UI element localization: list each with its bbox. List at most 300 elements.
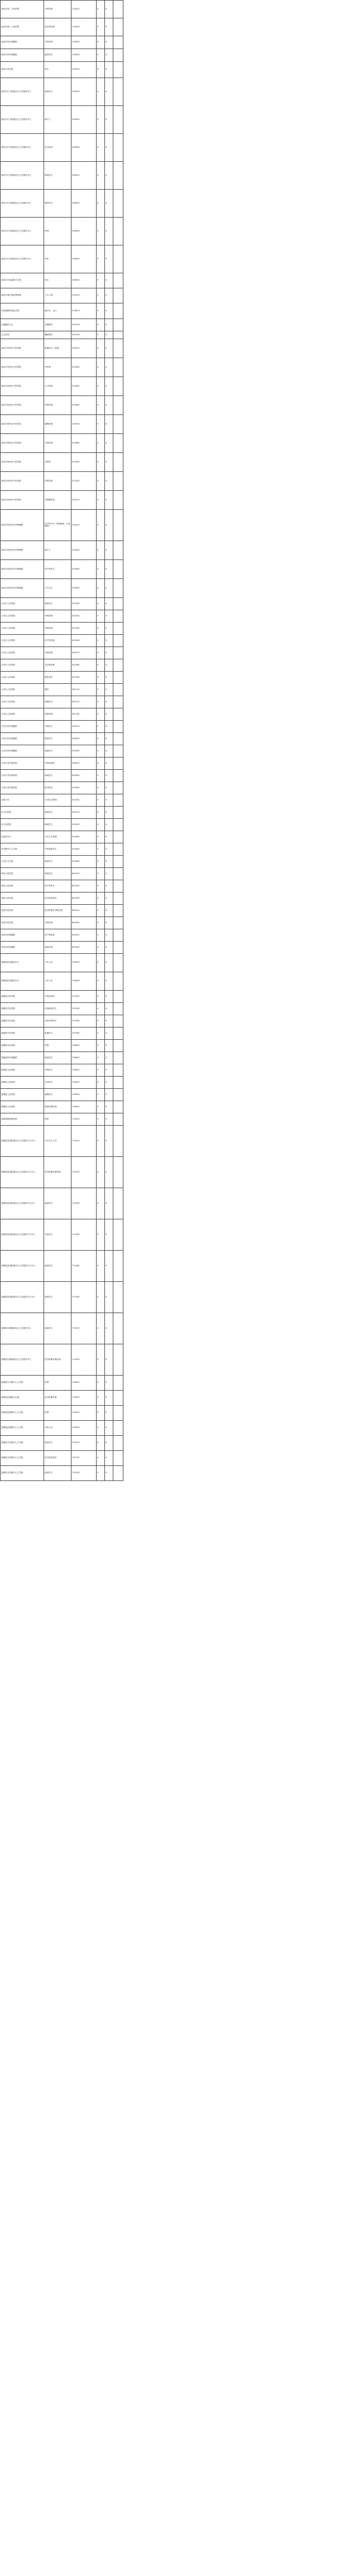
count-b-cell: 0 — [105, 331, 113, 339]
count-b-cell: 0 — [105, 560, 113, 579]
count-a-cell: 0 — [97, 684, 105, 696]
table-row — [1, 1089, 123, 1101]
unit-cell: 区文化馆 — [1, 331, 44, 339]
position-code-cell: 502062 — [71, 856, 97, 868]
unit-cell: 贡人民医院 — [1, 819, 44, 831]
blank-cell — [113, 579, 123, 598]
count-a-cell: 0 — [97, 162, 105, 190]
position-code-cell: 402032 — [71, 745, 97, 758]
count-b-cell: 0 — [105, 218, 113, 245]
unit-cell: 南岳市江口街道社区卫生服务中心 — [1, 78, 44, 106]
blank-cell — [113, 659, 123, 672]
count-b-cell: 0 — [105, 1391, 113, 1406]
unit-cell: 大安区人民医院 — [1, 708, 44, 721]
blank-cell — [113, 635, 123, 647]
unit-cell: 荣县妇幼保健院 — [1, 942, 44, 954]
table-row — [1, 696, 123, 708]
count-a-cell: 0 — [97, 1064, 105, 1077]
count-b-cell: 0 — [105, 1251, 113, 1282]
table-row — [1, 1064, 123, 1077]
count-b-cell: 0 — [105, 880, 113, 893]
blank-cell — [113, 893, 123, 905]
position-code-cell: 502052 — [71, 843, 97, 856]
blank-cell — [113, 190, 123, 218]
position-code-cell: 401122 — [71, 696, 97, 708]
position-code-cell: 110022 — [71, 36, 97, 49]
count-b-cell: 0 — [105, 62, 113, 78]
position-code-cell: 203012 — [71, 62, 97, 78]
table-row — [1, 377, 123, 396]
count-a-cell: 0 — [97, 1451, 105, 1466]
count-a-cell: 0 — [97, 991, 105, 1003]
count-b-cell: 0 — [105, 273, 113, 288]
count-a-cell: 0 — [97, 696, 105, 708]
unit-cell: 富顺县富世街道社区卫生服务中心中心 — [1, 1282, 44, 1313]
table-row — [1, 339, 123, 358]
table-row — [1, 78, 123, 106]
position-code-cell: 324032 — [71, 560, 97, 579]
table-row — [1, 1282, 123, 1313]
table-row — [1, 733, 123, 745]
position-code-cell: 401052 — [71, 623, 97, 635]
unit-cell: 荣县人民医院 — [1, 880, 44, 893]
blank-cell — [113, 1126, 123, 1157]
blank-cell — [113, 905, 123, 917]
position-cell: 外科医师 — [44, 610, 71, 623]
position-code-cell: 502012 — [71, 807, 97, 819]
count-a-cell: 0 — [97, 1015, 105, 1027]
blank-cell — [113, 1251, 123, 1282]
blank-cell — [113, 218, 123, 245]
position-code-cell: 403012 — [71, 758, 97, 770]
unit-cell: 大安区妇幼保健院 — [1, 733, 44, 745]
count-b-cell: 0 — [105, 510, 113, 541]
blank-cell — [113, 377, 123, 396]
count-b-cell: 0 — [105, 1015, 113, 1027]
position-cell: 临床医生 — [44, 770, 71, 782]
blank-cell — [113, 339, 123, 358]
count-a-cell: 0 — [97, 623, 105, 635]
count-a-cell: 0 — [97, 1466, 105, 1481]
count-a-cell: 0 — [97, 1077, 105, 1089]
recruitment-table-body — [1, 1, 123, 1481]
count-b-cell: 0 — [105, 36, 113, 49]
blank-cell — [113, 1466, 123, 1481]
count-a-cell: 0 — [97, 672, 105, 684]
table-row — [1, 49, 123, 62]
blank-cell — [113, 1436, 123, 1451]
table-row — [1, 1101, 123, 1113]
unit-cell: 大安区人民医院 — [1, 635, 44, 647]
count-a-cell: 0 — [97, 1157, 105, 1188]
blank-cell — [113, 510, 123, 541]
position-code-cell: 721032 — [71, 1466, 97, 1481]
table-row — [1, 758, 123, 770]
unit-cell: 大安区人民医院 — [1, 598, 44, 610]
count-a-cell: 0 — [97, 708, 105, 721]
count-b-cell: 0 — [105, 856, 113, 868]
count-a-cell: 0 — [97, 1376, 105, 1391]
position-code-cell: 720032 — [71, 1421, 97, 1436]
unit-cell: 南岳市贵州区中医医院 — [1, 434, 44, 453]
unit-cell: 贡市镇中心卫生院 — [1, 843, 44, 856]
unit-cell: 南岳市贵州区中医医院 — [1, 491, 44, 510]
position-code-cell: 716012 — [71, 1376, 97, 1391]
count-a-cell: 0 — [97, 62, 105, 78]
count-b-cell: 0 — [105, 78, 113, 106]
count-b-cell: 0 — [105, 1313, 113, 1344]
unit-cell: 富顺县东湖街道社区卫生服务中心 — [1, 1313, 44, 1344]
blank-cell — [113, 770, 123, 782]
unit-cell: 富顺县琵琶镇中心卫生院 — [1, 1406, 44, 1421]
table-row — [1, 1436, 123, 1451]
table-row — [1, 1406, 123, 1421]
table-row — [1, 942, 123, 954]
position-cell: 公共卫生 — [44, 579, 71, 598]
position-code-cell: 401042 — [71, 610, 97, 623]
count-b-cell: 0 — [105, 1052, 113, 1064]
blank-cell — [113, 610, 123, 623]
position-code-cell: 402012 — [71, 721, 97, 733]
position-code-cell: 323092 — [71, 453, 97, 472]
count-b-cell: 0 — [105, 106, 113, 134]
unit-cell: 南岳市贵州区妇幼保健院 — [1, 510, 44, 541]
blank-cell — [113, 162, 123, 190]
count-b-cell: 0 — [105, 635, 113, 647]
unit-cell: 区融媒体中心 — [1, 319, 44, 331]
position-cell: 公共卫生管理 — [44, 831, 71, 843]
position-code-cell: 401082 — [71, 659, 97, 672]
count-a-cell: 0 — [97, 18, 105, 36]
count-a-cell: 0 — [97, 472, 105, 491]
unit-cell: 南岳市贵州区中医医院 — [1, 396, 44, 415]
table-row — [1, 672, 123, 684]
table-row — [1, 1, 123, 18]
position-code-cell: 204012 — [71, 78, 97, 106]
position-code-cell: 707042 — [71, 1015, 97, 1027]
position-code-cell: 711022 — [71, 1157, 97, 1188]
position-cell: 儿科医师 — [44, 434, 71, 453]
position-code-cell: 401072 — [71, 647, 97, 659]
position-code-cell: 403022 — [71, 770, 97, 782]
table-row — [1, 1219, 123, 1251]
count-b-cell: 0 — [105, 782, 113, 794]
blank-cell — [113, 807, 123, 819]
blank-cell — [113, 1040, 123, 1052]
position-code-cell: 402022 — [71, 733, 97, 745]
count-b-cell: 0 — [105, 954, 113, 972]
table-row — [1, 288, 123, 303]
table-row — [1, 331, 123, 339]
unit-cell: 南岳市中医院 — [1, 62, 44, 78]
position-code-cell: 711092 — [71, 1282, 97, 1313]
position-cell: 临床医生 — [44, 1282, 71, 1313]
blank-cell — [113, 303, 123, 319]
table-row — [1, 579, 123, 598]
position-code-cell: 204022 — [71, 106, 97, 134]
count-b-cell: 0 — [105, 684, 113, 696]
position-cell: 超声 — [44, 684, 71, 696]
position-code-cell: 323102 — [71, 472, 97, 491]
count-b-cell: 0 — [105, 415, 113, 434]
blank-cell — [113, 319, 123, 331]
position-code-cell: 301023 — [71, 319, 97, 331]
position-cell: 影像医生 — [44, 1027, 71, 1040]
count-a-cell: 0 — [97, 377, 105, 396]
count-a-cell: 0 — [97, 721, 105, 733]
position-cell: 临床医生 — [44, 1313, 71, 1344]
table-row — [1, 794, 123, 807]
count-a-cell: 0 — [97, 917, 105, 929]
position-code-cell: 707022 — [71, 991, 97, 1003]
table-row — [1, 623, 123, 635]
count-b-cell: 0 — [105, 1466, 113, 1481]
blank-cell — [113, 684, 123, 696]
position-cell: 中医医生 — [44, 1219, 71, 1251]
unit-cell: 荣县中医医院 — [1, 905, 44, 917]
count-b-cell: 0 — [105, 1188, 113, 1219]
count-a-cell: 0 — [97, 647, 105, 659]
blank-cell — [113, 62, 123, 78]
count-b-cell: 0 — [105, 972, 113, 991]
position-cell: 护理 — [44, 1376, 71, 1391]
position-cell: 妇产科方向（两团B超、心电图等） — [44, 510, 71, 541]
blank-cell — [113, 245, 123, 273]
position-cell: 妇产科医生 — [44, 560, 71, 579]
count-a-cell: 0 — [97, 1003, 105, 1015]
position-code-cell: 323072 — [71, 415, 97, 434]
blank-cell — [113, 1282, 123, 1313]
blank-cell — [113, 1003, 123, 1015]
blank-cell — [113, 647, 123, 659]
count-b-cell: 0 — [105, 1157, 113, 1188]
count-a-cell: 0 — [97, 434, 105, 453]
count-a-cell: 0 — [97, 758, 105, 770]
count-a-cell: 0 — [97, 1101, 105, 1113]
count-a-cell: 0 — [97, 770, 105, 782]
position-cell: 中药人员 — [44, 1421, 71, 1436]
table-row — [1, 319, 123, 331]
table-row — [1, 1313, 123, 1344]
count-a-cell: 0 — [97, 1251, 105, 1282]
table-row — [1, 1113, 123, 1126]
count-b-cell: 0 — [105, 1003, 113, 1015]
unit-cell: 南岳市贵州区妇幼保健院 — [1, 579, 44, 598]
unit-cell: 富顺县中医镇中心卫生院 — [1, 1436, 44, 1451]
blank-cell — [113, 794, 123, 807]
position-cell: 放射医生 — [44, 745, 71, 758]
blank-cell — [113, 917, 123, 929]
position-cell: 内科医师 — [44, 623, 71, 635]
position-cell: 儿科医师 — [44, 917, 71, 929]
count-b-cell: 0 — [105, 1219, 113, 1251]
blank-cell — [113, 721, 123, 733]
table-row — [1, 770, 123, 782]
unit-cell: 富顺县富世街道社区卫生服务中心中心 — [1, 1157, 44, 1188]
table-row — [1, 1251, 123, 1282]
blank-cell — [113, 991, 123, 1003]
position-cell: 临床医生 — [44, 733, 71, 745]
unit-cell: 区疾控中心 — [1, 831, 44, 843]
count-b-cell: 0 — [105, 162, 113, 190]
blank-cell — [113, 1052, 123, 1064]
count-a-cell: 0 — [97, 1313, 105, 1344]
position-code-cell: 324022 — [71, 541, 97, 560]
table-row — [1, 1188, 123, 1219]
blank-cell — [113, 1219, 123, 1251]
count-a-cell: 0 — [97, 245, 105, 273]
position-code-cell: 712022 — [71, 1344, 97, 1376]
position-cell: 麻醉医师 — [44, 415, 71, 434]
position-cell: 麻醉医生 — [44, 1089, 71, 1101]
position-cell: 妇产科医生 — [44, 880, 71, 893]
count-a-cell: 0 — [97, 1113, 105, 1126]
position-code-cell: 401062 — [71, 635, 97, 647]
blank-cell — [113, 1064, 123, 1077]
count-a-cell: 0 — [97, 319, 105, 331]
unit-cell: 南岳市市场监督卫生院 — [1, 273, 44, 288]
table-row — [1, 1052, 123, 1064]
count-a-cell: 0 — [97, 905, 105, 917]
table-row — [1, 856, 123, 868]
position-code-cell: 703013 — [71, 954, 97, 972]
count-a-cell: 0 — [97, 415, 105, 434]
count-b-cell: 0 — [105, 745, 113, 758]
unit-cell: 南岳市江东街道社区卫生服务中心 — [1, 134, 44, 162]
count-a-cell: 0 — [97, 1219, 105, 1251]
table-row — [1, 415, 123, 434]
position-code-cell: 301033 — [71, 331, 97, 339]
table-row — [1, 396, 123, 415]
blank-cell — [113, 1344, 123, 1376]
unit-cell: 富顺县富世街道社区卫生服务中心中心 — [1, 1188, 44, 1219]
position-cell: 统计员、会计 — [44, 303, 71, 319]
position-cell: 影像医生（放射） — [44, 339, 71, 358]
unit-cell: 南岳市贵州区中医医院 — [1, 339, 44, 358]
unit-cell: 富顺县中医医院 — [1, 1027, 44, 1040]
table-row — [1, 843, 123, 856]
count-a-cell: 0 — [97, 880, 105, 893]
unit-cell: 大安区人民医院 — [1, 659, 44, 672]
unit-cell: 南岳市江口街道社区卫生服务中心 — [1, 106, 44, 134]
unit-cell: 大安区妇幼保健院 — [1, 721, 44, 733]
blank-cell — [113, 1, 123, 18]
blank-cell — [113, 1027, 123, 1040]
blank-cell — [113, 106, 123, 134]
blank-cell — [113, 560, 123, 579]
count-b-cell: 0 — [105, 1113, 113, 1126]
position-code-cell: 711052 — [71, 1219, 97, 1251]
count-a-cell: 0 — [97, 396, 105, 415]
table-row — [1, 453, 123, 472]
position-code-cell: 708042 — [71, 1052, 97, 1064]
blank-cell — [113, 1376, 123, 1391]
unit-cell: 大安区老年病医院 — [1, 782, 44, 794]
count-a-cell: 0 — [97, 134, 105, 162]
table-row — [1, 905, 123, 917]
blank-cell — [113, 78, 123, 106]
table-row — [1, 807, 123, 819]
blank-cell — [113, 929, 123, 942]
table-row — [1, 954, 123, 972]
unit-cell: 南岳市妇幼保健院 — [1, 49, 44, 62]
count-b-cell: 0 — [105, 843, 113, 856]
count-b-cell: 0 — [105, 1344, 113, 1376]
position-cell: 土木工程 — [44, 288, 71, 303]
position-cell: 医学技术 — [44, 782, 71, 794]
table-row — [1, 1003, 123, 1015]
table-row — [1, 218, 123, 245]
table-row — [1, 273, 123, 288]
unit-cell: 富顺县妇幼保健院 — [1, 1052, 44, 1064]
position-code-cell: 711062 — [71, 1251, 97, 1282]
position-cell: 工作人员 — [44, 972, 71, 991]
position-cell: 助产士 — [44, 106, 71, 134]
count-a-cell: 0 — [97, 929, 105, 942]
count-b-cell: 0 — [105, 598, 113, 610]
position-code-cell: 324012 — [71, 510, 97, 541]
unit-cell: 南岳市城乡建设管理局 — [1, 288, 44, 303]
table-row — [1, 1015, 123, 1027]
position-cell: 放射医学 — [44, 696, 71, 708]
count-a-cell: 0 — [97, 491, 105, 510]
count-b-cell: 0 — [105, 831, 113, 843]
position-cell: 护理 — [44, 1406, 71, 1421]
position-cell: 临床医师 — [44, 942, 71, 954]
position-code-cell: 206042 — [71, 245, 97, 273]
blank-cell — [113, 954, 123, 972]
position-cell: 五官科医师 — [44, 659, 71, 672]
position-cell: 临床医生 — [44, 162, 71, 190]
unit-cell: 大安区人民医院 — [1, 623, 44, 635]
blank-cell — [113, 819, 123, 831]
table-row — [1, 635, 123, 647]
position-cell: 耳鼻喉医师 — [44, 491, 71, 510]
position-code-cell: 206032 — [71, 218, 97, 245]
unit-cell: 南岳市第二人民医院 — [1, 18, 44, 36]
position-cell: 医生 — [44, 62, 71, 78]
count-b-cell: 0 — [105, 288, 113, 303]
position-code-cell: 709012 — [71, 1064, 97, 1077]
count-a-cell: 0 — [97, 1391, 105, 1406]
position-code-cell: 602022 — [71, 917, 97, 929]
count-b-cell: 0 — [105, 1101, 113, 1113]
position-cell: 医学影像诊断医师 — [44, 1157, 71, 1188]
position-code-cell: 323082 — [71, 434, 97, 453]
count-a-cell: 0 — [97, 1052, 105, 1064]
count-b-cell: 0 — [105, 1040, 113, 1052]
count-a-cell: 0 — [97, 106, 105, 134]
unit-cell: 大安区老年病医院 — [1, 758, 44, 770]
position-code-cell: 721012 — [71, 1436, 97, 1451]
unit-cell: 大安区妇幼保健院 — [1, 745, 44, 758]
position-cell: 临床医生 — [44, 1052, 71, 1064]
blank-cell — [113, 623, 123, 635]
count-b-cell: 0 — [105, 929, 113, 942]
position-code-cell: 720022 — [71, 1406, 97, 1421]
count-a-cell: 0 — [97, 807, 105, 819]
count-b-cell: 0 — [105, 358, 113, 377]
blank-cell — [113, 856, 123, 868]
count-b-cell: 0 — [105, 1126, 113, 1157]
position-code-cell: 709022 — [71, 1077, 97, 1089]
position-cell: 医学检验技术 — [44, 1451, 71, 1466]
unit-cell: 南岳市第二人民医院 — [1, 1, 44, 18]
unit-cell: 南岳市贵州区妇幼保健院 — [1, 541, 44, 560]
table-row — [1, 190, 123, 218]
blank-cell — [113, 942, 123, 954]
count-b-cell: 0 — [105, 1077, 113, 1089]
